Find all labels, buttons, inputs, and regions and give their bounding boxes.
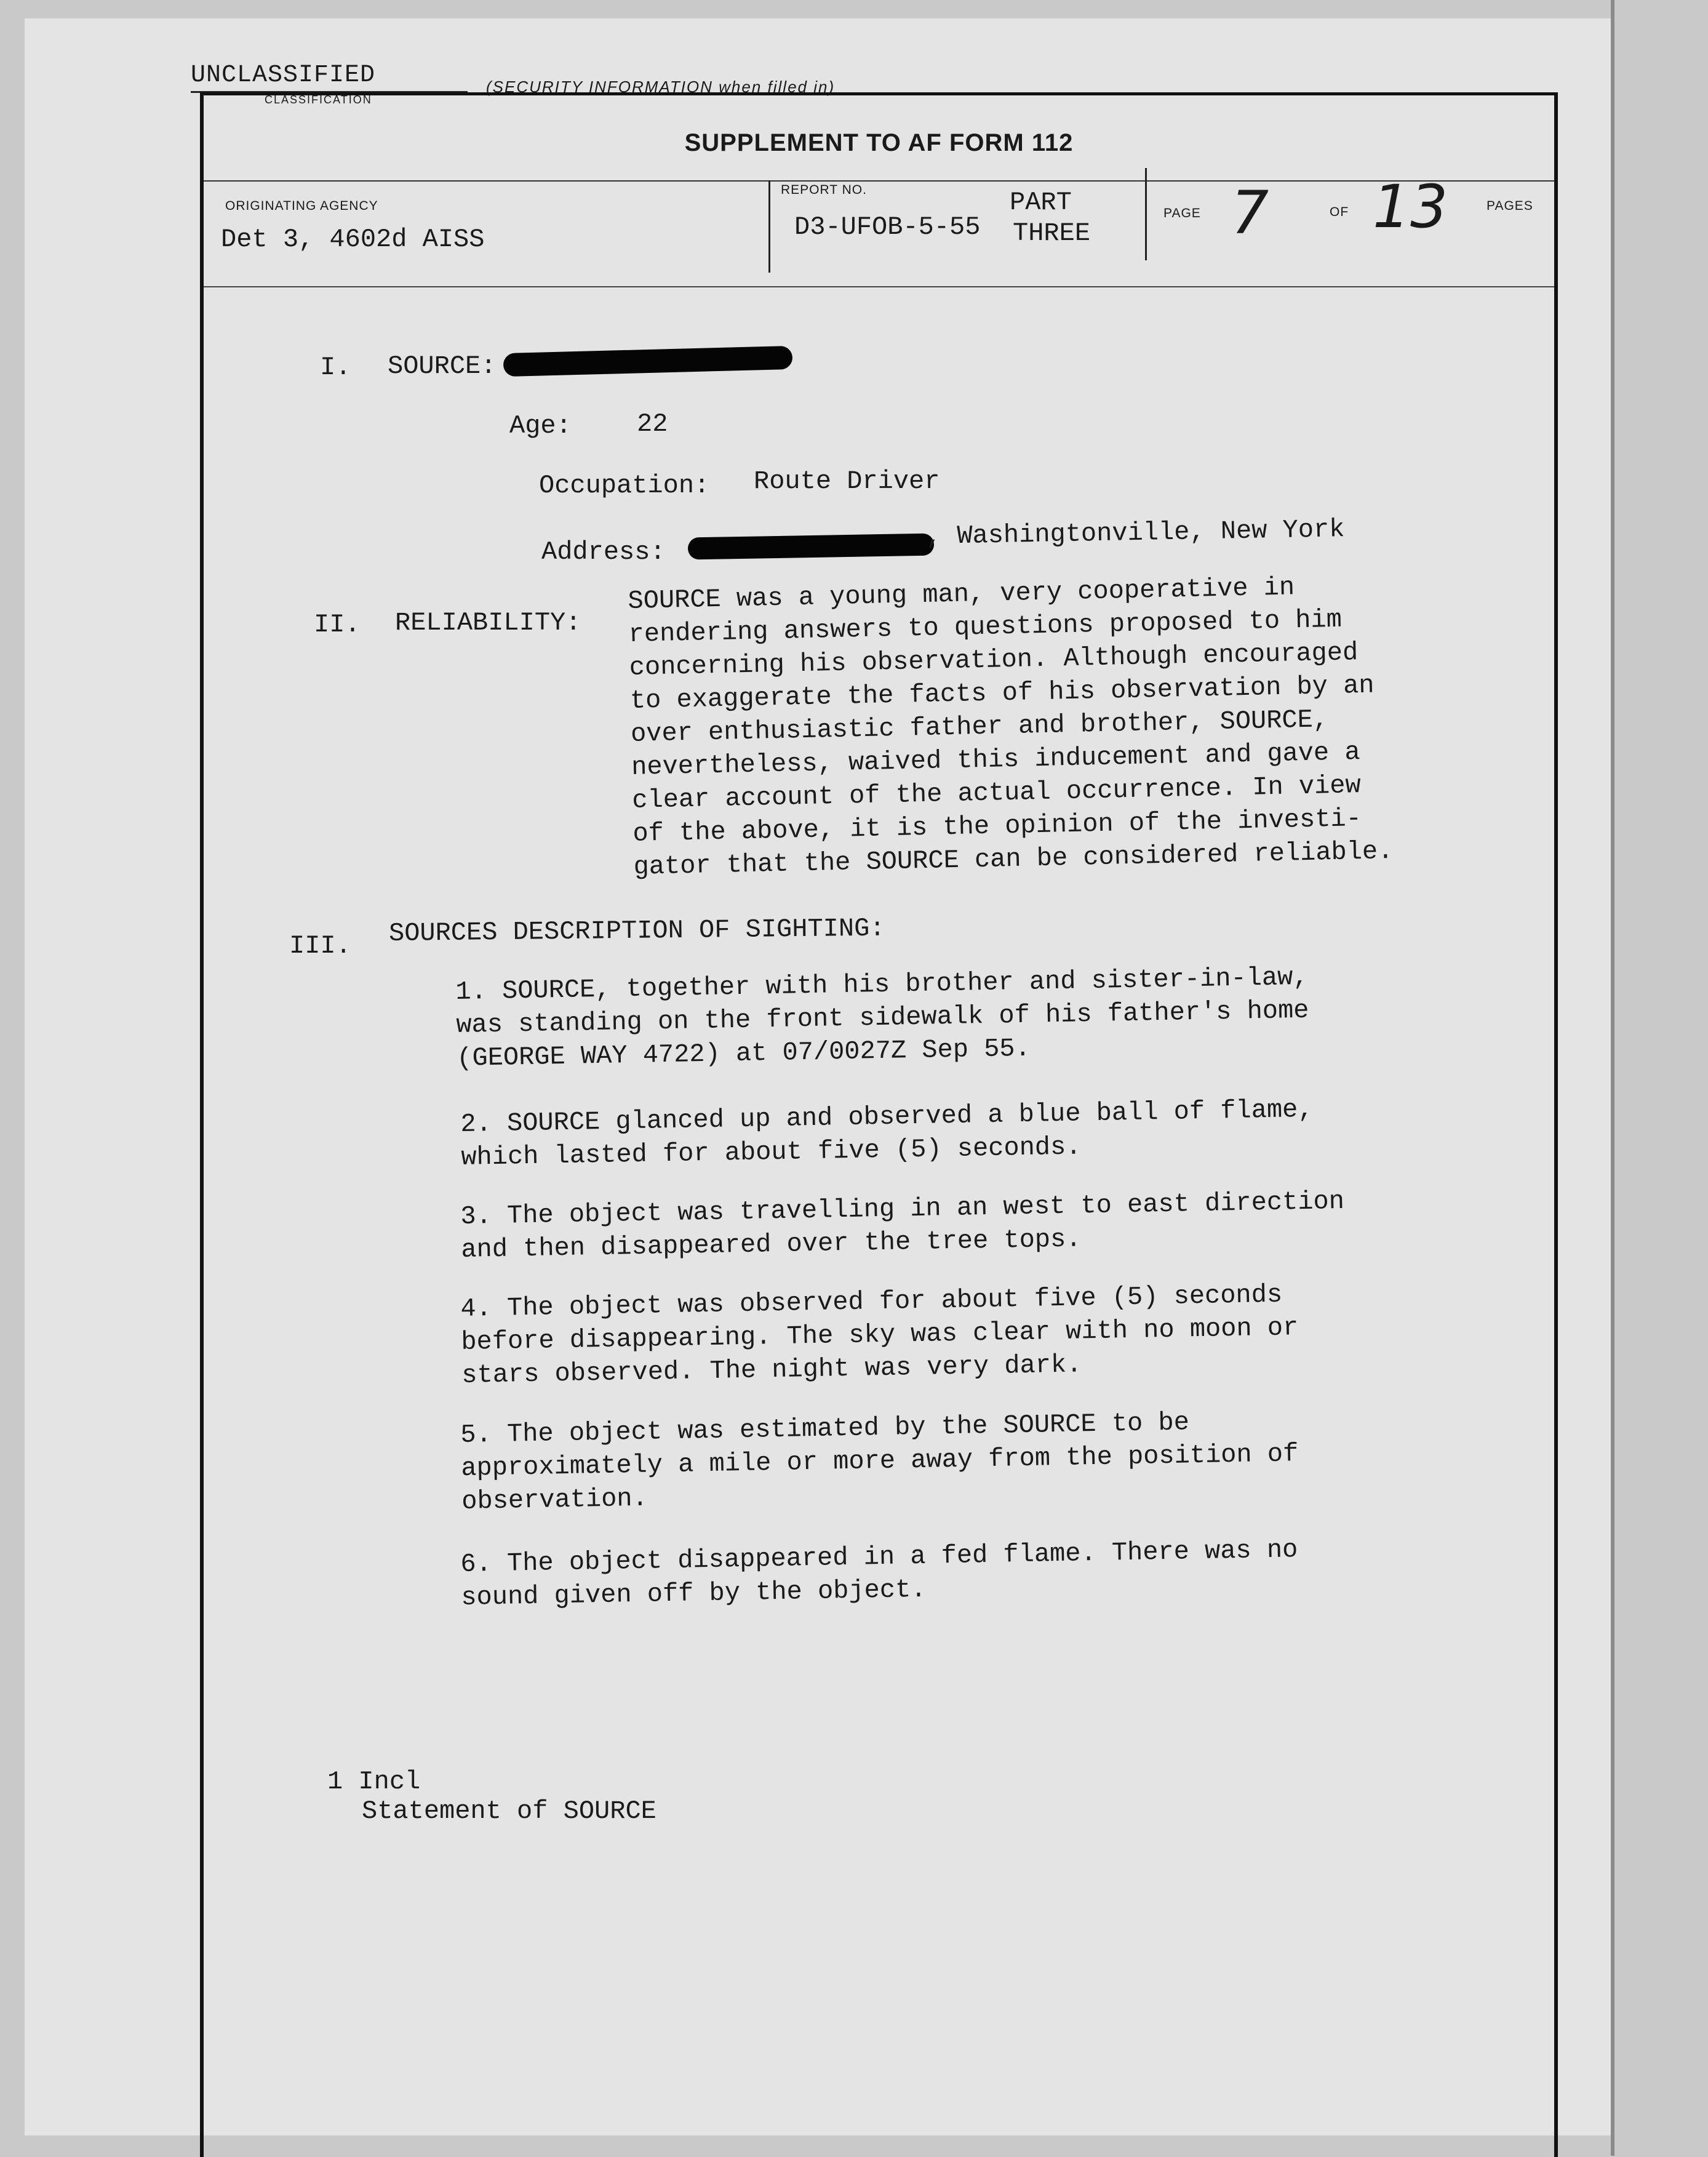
- pages-label: PAGES: [1487, 199, 1533, 213]
- sighting-item-line: 4. The object was observed for about five (5) seconds: [460, 1279, 1283, 1324]
- page-number: 7: [1231, 178, 1269, 247]
- sighting-item-line: stars observed. The night was very dark.: [461, 1350, 1082, 1390]
- reliability-label: RELIABILITY:: [395, 608, 581, 638]
- part-number-value: THREE: [1013, 218, 1091, 248]
- address-value: , Washingtonville, New York: [925, 514, 1345, 551]
- sighting-item: [455, 961, 1310, 1075]
- redaction-address: [688, 534, 935, 560]
- header-rule-bottom: [204, 286, 1554, 287]
- enclosure-count: 1 Incl: [327, 1767, 421, 1796]
- header-divider-1: [768, 180, 770, 273]
- classification-label: CLASSIFICATION: [265, 94, 372, 106]
- section1-numeral: I.: [320, 353, 351, 382]
- occupation-label: Occupation:: [539, 471, 710, 500]
- header-rule-top: [204, 180, 1554, 182]
- section3-numeral: III.: [289, 931, 351, 961]
- report-no-value: D3-UFOB-5-55: [794, 212, 981, 242]
- originating-agency-label: ORIGINATING AGENCY: [225, 199, 378, 213]
- sighting-item-line: 3. The object was travelling in an west to east direction: [460, 1186, 1345, 1231]
- report-no-label: REPORT NO.: [781, 183, 867, 197]
- reliability-line: of the above, it is the opinion of the investi-: [632, 804, 1362, 849]
- sighting-item-line: 2. SOURCE glanced up and observed a blue ball of flame,: [460, 1094, 1314, 1139]
- sighting-item: [460, 1278, 1299, 1392]
- form-title: SUPPLEMENT TO AF FORM 112: [684, 129, 1074, 156]
- security-note: (SECURITY INFORMATION when filled in): [486, 78, 836, 96]
- sighting-item-line: before disappearing. The sky was clear with no moon or: [460, 1313, 1299, 1357]
- reliability-line: to exaggerate the facts of his observation by an: [629, 670, 1375, 716]
- reliability-line: concerning his observation. Although encouraged: [629, 638, 1359, 682]
- page-edge: [1611, 0, 1614, 2156]
- sighting-item-line: approximately a mile or more away from the position of: [460, 1439, 1299, 1483]
- classification-marking: [191, 62, 375, 89]
- reliability-line: clear account of the actual occurrence. In view: [631, 770, 1362, 815]
- enclosure-description: Statement of SOURCE: [362, 1796, 656, 1826]
- sighting-description-label: SOURCES DESCRIPTION OF SIGHTING:: [388, 913, 885, 948]
- age-value: 22: [637, 409, 668, 439]
- sighting-item-line: was standing on the front sidewalk of his father's home: [455, 995, 1309, 1040]
- sighting-item-line: 5. The object was estimated by the SOURCE to be: [460, 1407, 1190, 1450]
- sighting-item-line: which lasted for about five (5) seconds.: [460, 1132, 1082, 1172]
- part-value: PART: [1010, 188, 1072, 217]
- reliability-line: gator that the SOURCE can be considered reliable.: [633, 836, 1394, 882]
- reliability-text: [628, 569, 1394, 884]
- sighting-item: [460, 1404, 1299, 1518]
- reliability-line: over enthusiastic father and brother, SOURCE,: [630, 705, 1329, 749]
- header-divider-2: [1145, 168, 1147, 260]
- address-label: Address:: [541, 537, 666, 567]
- occupation-value: Route Driver: [754, 466, 940, 496]
- age-label: Age:: [509, 411, 572, 441]
- classification-text: UNCLASSIFIED: [191, 62, 376, 89]
- sighting-item-line: and then disappeared over the tree tops.: [460, 1224, 1082, 1265]
- source-label: SOURCE:: [388, 351, 497, 381]
- reliability-line: nevertheless, waived this inducement and gave a: [631, 737, 1361, 782]
- of-label: OF: [1330, 205, 1349, 219]
- page-label: PAGE: [1163, 206, 1201, 220]
- reliability-line: SOURCE was a young man, very cooperative in: [628, 572, 1295, 616]
- sighting-item-line: (GEORGE WAY 4722) at 07/0027Z Sep 55.: [456, 1033, 1031, 1073]
- total-pages: 13: [1373, 172, 1448, 241]
- reliability-line: rendering answers to questions proposed to him: [628, 604, 1343, 649]
- sighting-item-line: observation.: [461, 1483, 648, 1516]
- sighting-item-line: sound given off by the object.: [460, 1574, 927, 1612]
- sighting-item-line: 6. The object disappeared in a fed flame. There was no: [460, 1535, 1298, 1579]
- sighting-item-line: 1. SOURCE, together with his brother and sister-in-law,: [455, 962, 1309, 1007]
- section2-numeral: II.: [314, 610, 361, 639]
- originating-agency-value: Det 3, 4602d AISS: [221, 225, 485, 254]
